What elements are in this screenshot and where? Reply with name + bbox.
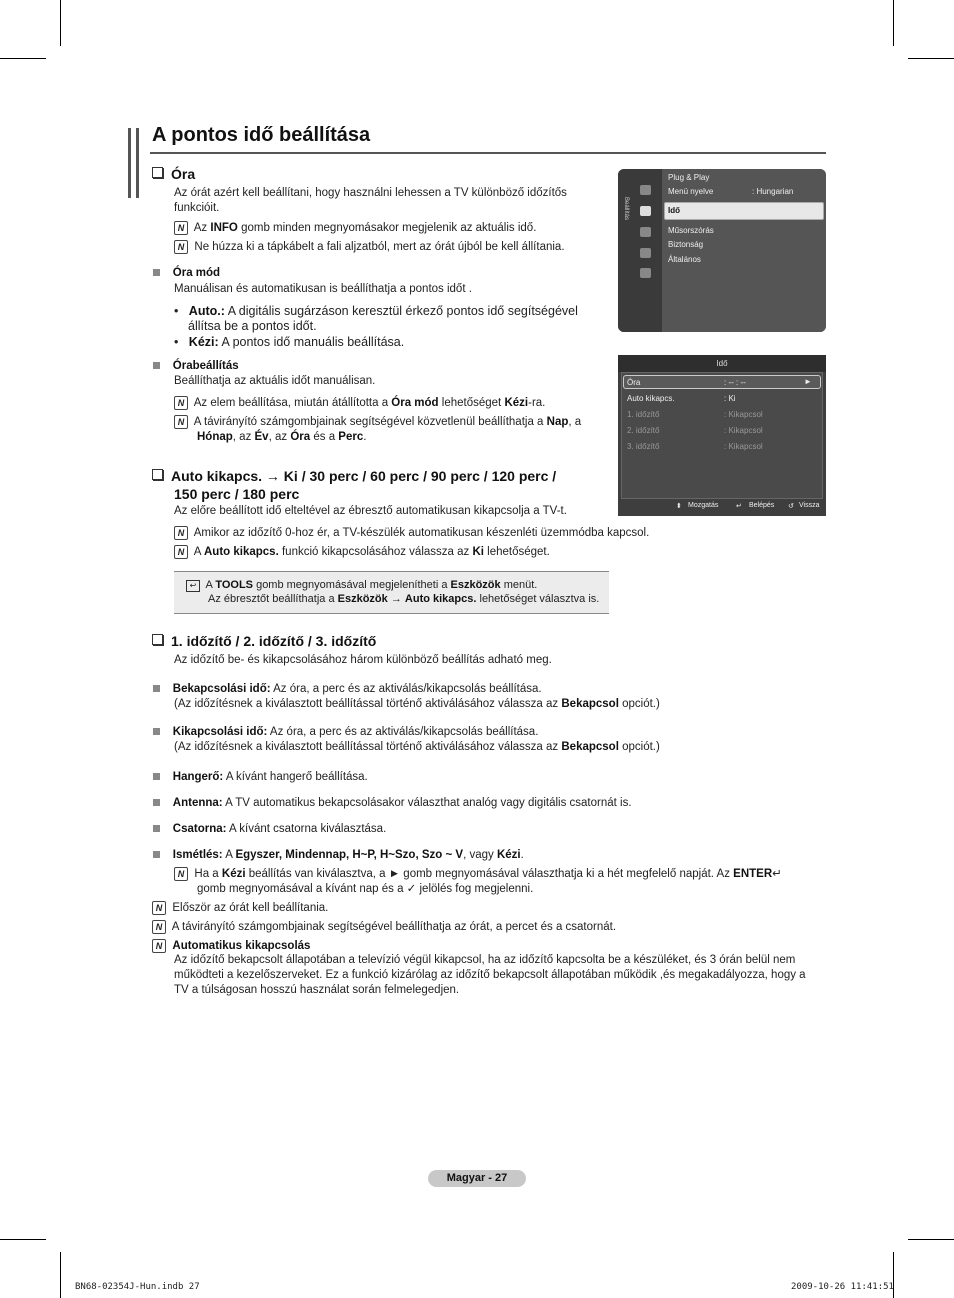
crop-mark [908,1239,954,1240]
oramod-heading: Óra mód [153,266,220,281]
title-decoration [128,128,139,198]
enter-icon: ↵ [772,868,782,880]
time-row-value: : Kikapcsol [724,442,763,451]
page-title: A pontos idő beállítása [152,124,371,146]
menu-item: Menü nyelve [668,187,714,196]
hangero-item: Hangerő: A kívánt hangerő beállítása. [153,770,368,785]
time-row-value: : -- : -- [724,378,746,387]
note-icon: N [174,415,188,429]
kikapcs-item: Kikapcsolási idő: Az óra, a perc és az aktiválás/kikapcsolás beállítása. (Az időzítésnek a kiválasztott beállítással történő aktiválásához válassza az Bekapcsol opciót.) [153,725,673,755]
menu-sidebar [618,169,662,332]
crop-mark [0,58,46,59]
time-menu-screenshot [618,355,826,516]
menu-item-ido: Idő [668,206,680,215]
antenna-item: Antenna: A TV automatikus bekapcsolásakor választhat analóg vagy digitális csatornát is. [153,796,632,811]
setup-menu-screenshot [618,169,826,332]
note-icon: N [174,396,188,410]
note-icon: N [174,240,188,254]
enter-icon: ↵ [736,503,742,510]
note-info: N Az INFO gomb minden megnyomásakor megjelenik az aktuális idő. [174,221,604,236]
time-row-label: Auto kikapcs. [627,394,675,403]
idozito-intro: Az időzítő be- és kikapcsolásához három különböző beállítás adható meg. [174,654,552,666]
note-standby: N Amikor az időzítő 0-hoz ér, a TV-készülék automatikusan készenléti üzemmódba kapcsol. [174,526,694,541]
note-icon: N [152,939,166,953]
footer-file: BN68-02354J-Hun.indb 27 [75,1282,200,1292]
time-row-label: 1. időzítő [627,410,660,419]
note-auto-off: N Automatikus kikapcsolás [152,939,832,954]
auto-bullet: • Auto.: A digitális sugárzáson keresztül érkező pontos idő segítségével állítsa be a pontos időt. [174,304,578,333]
note-kezi-days: N Ha a Kézi beállítás van kiválasztva, a ► gomb megnyomásával választhatja ki a hét megfelelő napját. Az ENTER↵ gomb megnyomásával a kívánt nap és a ✓ jelölés fog megjelenni. [174,867,814,897]
picture-icon [640,185,651,195]
note-remote-numkeys: N A távirányító számgombjainak segítségével beállíthatja az órát, a percet és a csatornát. [152,920,832,935]
menu-item-value: : Hungarian [752,187,794,196]
note-icon: N [174,545,188,559]
time-menu-header: Idő [618,355,826,372]
menu-item: Műsorszórás [668,226,714,235]
note-icon: N [152,920,166,934]
note-power: N Ne húzza ki a tápkábelt a fali aljzatból, mert az órát újból be kell állítania. [174,240,604,255]
kezi-bullet: • Kézi: A pontos idő manuális beállítása. [174,335,405,349]
crop-mark [908,58,954,59]
tools-tip-text: ↩ A TOOLS gomb megnyomásával megjelenítheti a Eszközök menüt. Az ébresztőt beállíthatja a Eszközök → Auto kikapcs. lehetőséget választva is. [186,578,606,606]
section-autokikap-heading: Auto kikapcs. → Ki / 30 perc / 60 perc / 90 perc / 120 perc / 150 perc / 180 perc [152,467,582,503]
crop-mark [0,1239,46,1240]
crop-mark [60,0,61,46]
time-row-label: 3. időzítő [627,442,660,451]
bekapcs-item: Bekapcsolási idő: Az óra, a perc és az aktiválás/kikapcsolás beállítása. (Az időzítésnek a kiválasztott beállítással történő aktiválásához válassza az Bekapcsol opciót.) [153,682,673,712]
ora-intro: Az órát azért kell beállítani, hogy használni lehessen a TV különböző időzítős funkcióit. [174,187,567,214]
footer-back: Vissza [799,502,820,509]
arrow-right-icon: ► [804,377,812,386]
title-rule [150,152,826,154]
menu-item-selected [664,202,824,220]
note-numkeys: N A távirányító számgombjainak segítségével közvetlenül beállíthatja a Nap, a Hónap, az Év, az Óra és a Perc. [174,415,604,445]
tools-tip-box [174,571,609,614]
footer-timestamp: 2009-10-26 11:41:51 [791,1282,894,1292]
input-icon [640,248,651,258]
menu-side-label: Beállítás [623,197,629,221]
time-row-selected [623,375,821,389]
menu-item: Általános [668,255,701,264]
orabeall-heading: Órabeállítás [153,359,239,374]
footer-enter: Belépés [749,502,775,509]
page-number: Magyar - 27 [428,1170,526,1187]
note-icon: N [152,901,166,915]
note-icon: N [174,526,188,540]
ismetles-item: Ismétlés: A Egyszer, Mindennap, H~P, H~Szo, Szo ~ V, vagy Kézi. [153,848,524,863]
setup-icon [640,206,651,216]
sound-icon [640,227,651,237]
auto-off-text: Az időzítő bekapcsolt állapotában a televízió végül kikapcsol, ha az időzítő kapcsolta be a készüléket, és 3 órán belül nem működteti a kezelőszerveket. Ez a funkció kizárólag az időzítő bekapcsolt állapotában működik ,és megakadályozza, hogy a TV a túlságosan hosszú használat során felmelegedjen. [174,954,806,996]
menu-item: Biztonság [668,240,704,249]
footer-move: Mozgatás [688,502,719,509]
move-icon: ⬍ [676,503,682,510]
note-oramod: N Az elem beállítása, miután átállította a Óra mód lehetőséget Kézi-ra. [174,396,604,411]
section-ora-heading: Óra [152,166,195,182]
return-icon: ↺ [788,503,794,510]
tools-icon: ↩ [186,580,200,592]
app-icon [640,268,651,278]
time-row-label: Óra [627,378,641,387]
time-menu-panel [621,372,823,499]
csatorna-item: Csatorna: A kívánt csatorna kiválasztása. [153,822,386,837]
time-row-label: 2. időzítő [627,426,660,435]
orabeall-text: Beállíthatja az aktuális időt manuálisan. [174,375,376,387]
time-row-value: : Ki [724,394,736,403]
time-row-value: : Kikapcsol [724,426,763,435]
section-idozito-heading: 1. időzítő / 2. időzítő / 3. időzítő [152,633,376,649]
note-first-clock: N Először az órát kell beállítania. [152,901,832,916]
note-autokikap-off: N A Auto kikapcs. funkció kikapcsolásához válassza az Ki lehetőséget. [174,545,694,560]
crop-mark [60,1252,61,1298]
oramod-text: Manuálisan és automatikusan is beállíthatja a pontos időt . [174,283,472,295]
note-icon: N [174,867,188,881]
menu-item: Plug & Play [668,173,710,182]
autokikap-intro: Az előre beállított idő elteltével az ébresztő automatikusan kikapcsolja a TV-t. [174,505,567,517]
crop-mark [893,0,894,46]
note-icon: N [174,221,188,235]
time-row-value: : Kikapcsol [724,410,763,419]
